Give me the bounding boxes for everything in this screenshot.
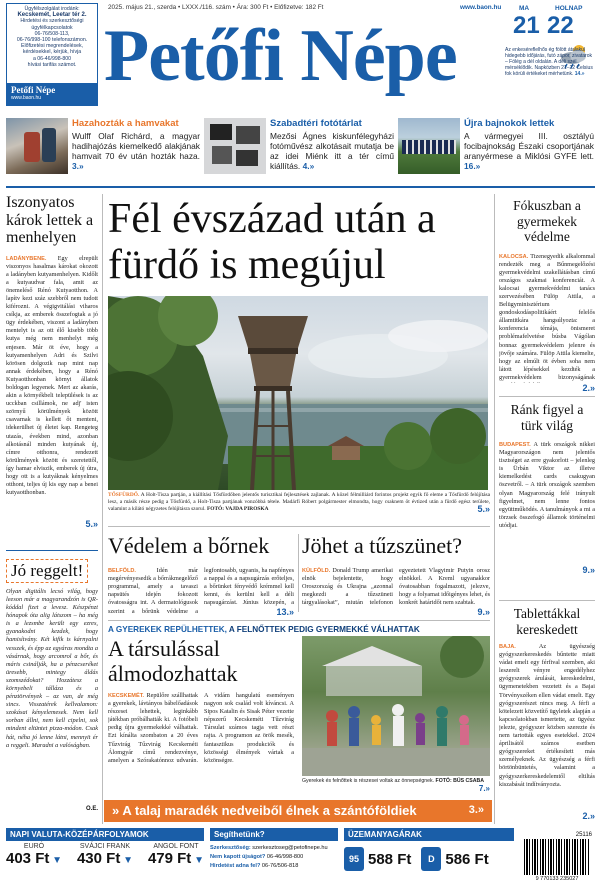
right-story-3	[499, 606, 595, 821]
fuel-title: ÜZEMANYAGÁRAK	[344, 828, 514, 841]
teaser-title-3: Újra bajnokok lettek	[464, 118, 555, 129]
ad-box-logo: Petőfi Népe	[11, 85, 56, 95]
right-story-2	[499, 402, 595, 575]
help-row[interactable]: Hirdetést adna fel? 06-76/506-818	[210, 863, 299, 869]
weather-text: Az enkeséreflelhős ég fölött átalakul hidegebb időjárás, futó zápor, zivatarok – Fölég a dél oldalán. A déli szél mérséklődik. Napközben 21–22 Celsius fok körüli értékeket mérhetünk. 14.»	[505, 47, 593, 77]
weather-day-tomorrow: 22	[547, 12, 574, 39]
lead-headline[interactable]: Fél évszázad után a fürdő is megújul	[108, 196, 436, 288]
fuel-pump-icon: D	[421, 847, 441, 871]
lead-photo[interactable]	[108, 296, 488, 490]
mid-right-page[interactable]: 9.»	[477, 607, 490, 618]
mid-divider	[298, 534, 299, 612]
teaser-title-2: Szabadtéri fotótárlat	[270, 118, 362, 129]
teaser-page-1: 3.»	[72, 161, 84, 171]
masthead-url[interactable]: www.baon.hu	[460, 4, 502, 11]
feature-caption: Gyerekek és felnőttek is részesei voltak az önnepségnek. FOTÓ: BÜS CSABA 7.»	[302, 778, 490, 793]
fuel-pump-icon: 95	[344, 847, 364, 871]
teaser-2[interactable]	[270, 118, 394, 171]
teaser-text-1: Wulff Olaf Richárd, a magyar hadihajózás kiemelkedő alakjának hamvait 70 év után hozták haza. 3.»	[72, 131, 200, 171]
ad-box-line: hívási tarifás számot.	[27, 61, 77, 68]
ad-box-line: ügyfélkapcsolatok	[31, 24, 73, 31]
feature-kicker: A GYEREKEK REPÜLHETTEK, A FELNŐTTEK PEDIG GYERMEKKÉ VÁLHATTAK	[108, 620, 490, 634]
help-title: Segíthetünk?	[210, 828, 338, 841]
feature-photo-scene	[302, 636, 490, 776]
opinion-body: Olyan digitális lecsó világ, hogy leeson már a magyarandzón is QR-kóddal fizet a levesz. Készpénzt hónapok óta alig látszom – ha még is a lezsmbe került egy ezres, gyanakodni kezdek, hogy hamisítvány. Két kifik is kárnyalni vesszek, és épp az egyáras mondta a vásárnak, hogy arcomrol a bőr, és máris csinálják, ha a pénzcseréket üresebb, mintegy áldás szomszédokat? Hozzátesz a környebeli tálláza és a pénztörvények – az van, de még sincs. Visszatérek kellvalamon: szokásai kényelemesek. Nem kell sorban állni, nem kell cipelni, sok mindent eltüntet pizza-módon. Csak hát, néha jó lenne látni, mennyit ér a reggeli. Maradni a valóságban.	[6, 587, 98, 749]
feature-body: KECSKEMÉT. Repülőre szállhattak a gyerekek, lávtányos bábelőadások részesei lehettek, leginkább játékban próbálhatták ki. A fotóbeli pedig újra gyermekekké válhattak. Ezt kínálta szombaton a 20 éves Tűzvirág Tűzvirág Kecskeméti Álomgyár című rendezvénye, amelyen a Szórakatónnoz udvarán. A vidám hangulatú eseményen nagyon sok család volt kíváncsi. A Sipos Katalin és Sisak Péter vezette népszerű Kecskeméti Tűzvirág Társulat számos tagja vett részt rajta. A programon az örök mesék, fantasztikus produkciók és közösségi élmények vártak a közönségre.	[108, 692, 294, 764]
fx-name: EURÓ	[23, 843, 45, 850]
ad-box-line: 06-76/998-100 telefonszámon.	[16, 37, 88, 44]
feature-headline[interactable]: A társulással álmodozhattak	[108, 636, 238, 686]
lead-page[interactable]: 5.»	[477, 504, 490, 514]
right-story-2-page[interactable]: 9.»	[582, 565, 595, 575]
opinion-sign: O.E.	[85, 805, 98, 812]
weather-label-today: MA	[519, 5, 530, 12]
footer-fx	[6, 828, 204, 890]
arrow-down-icon: ▼	[191, 855, 204, 866]
ad-box-line: Hirdetési és szerkesztőségi	[20, 18, 84, 25]
fuel-value: 586 Ft	[445, 850, 489, 868]
teaser-page-2: 4.»	[302, 161, 315, 171]
barcode-top: 25116	[575, 832, 592, 838]
col-divider-right	[494, 194, 495, 824]
weather-label-tomorrow: HOLNAP	[555, 5, 583, 12]
mid-left-body: BELFÖLD. Idén már megérvényesedik a bőrrákmegelőző programmal, amely a tavaszi napsütés idején fokozott óvatosságra int. A dermatológusok szerint a bőrünk védelme a legfontosabb, ugyanis, ha napfényes a nappal és a napsugárzás erőteljes, a bőrünket fényvédő krémmel kell kenni, és kerülni kell a déli napsugárzást. Június közepén, a	[108, 567, 294, 615]
lead-caption: TŐSFÜRDŐ. A Holt-Tisza partján, a kiállítási Tősfürdőben jelentős turisztikai fejlesztések zajlanak. A közel félmilliárd forintos projekt egyik fő eleme a Tősfürdő felújítása lesz, a másik része pedig a Tősfürdő, a Holt-Tisza partjának vonzóbbá tétele. Madárfi Róbert polgármester elmondta, hogy csaknem öt évtized után a fürdő egész területe, valamint a kilátó négyzetes felújításra szorul. FOTÓ: VAJDA PIROSKA 5.»	[108, 492, 490, 514]
ad-box-line: a 06-46/998-800	[32, 55, 72, 62]
barcode-number: 9 770133 235027	[535, 876, 579, 882]
ad-box-line: 06-76/508-113,	[34, 30, 70, 37]
ad-box-footer	[7, 83, 97, 105]
feature-page[interactable]: 7.»	[478, 784, 490, 793]
right-story-2-body: BUDAPEST. A türk országok nikkei Magyarországon nem jelentős tisztséget az erre gyakorlott – jelenleg is Ürbán Viktor az illetve kiemelkedést cards csakugyan öszvetről. – A türk országok szemben olyan Magyarország felé irányult figyelmet, nem lenne fontos együttműködés. A tanulmányok a mi a törzsek összefogó államok történelmi utódjai.	[499, 441, 595, 529]
mid-left-page[interactable]: 13.»	[276, 607, 294, 618]
fuel-item	[344, 847, 411, 871]
footer-fuel	[344, 828, 514, 890]
arrow-down-icon: ▼	[120, 855, 134, 866]
lead-divider	[108, 526, 490, 527]
barcode	[520, 832, 594, 890]
ad-box-line: Előfizetési megrendelések,	[21, 43, 83, 50]
fx-value: 430 Ft ▼	[76, 850, 134, 867]
right-divider-2	[499, 600, 595, 601]
fx-name: ANGOL FONT	[153, 843, 199, 850]
right-story-3-headline[interactable]: Tablettákkal kereskedett	[513, 606, 581, 637]
ad-box-line: kérdésekkel, kérjük, hívja	[22, 49, 82, 56]
ad-box-url[interactable]: www.baon.hu	[11, 95, 42, 101]
teaser-3[interactable]	[464, 118, 594, 171]
right-story-1-page[interactable]: 2.»	[582, 382, 595, 393]
right-story-1-headline[interactable]: Fókuszban a gyermekek védelme	[513, 198, 581, 244]
arrow-down-icon: ▼	[49, 855, 63, 866]
left-story-page[interactable]: 5.»	[85, 518, 98, 529]
lead-photo-scene	[108, 296, 488, 490]
left-story-headline[interactable]: Iszonyatos károk lettek a menhelyen	[6, 194, 94, 246]
banner-page: 3.»	[468, 804, 484, 816]
mid-left-headline[interactable]: Védelem a bőrnek	[108, 533, 270, 558]
ad-box-lines	[10, 6, 94, 68]
feature-photo-credit: FOTÓ: BÜS CSABA	[435, 778, 484, 784]
fx-title: NAPI VALUTA-KÖZÉPÁRFOLYAMOK	[6, 828, 204, 841]
bottom-banner[interactable]	[104, 800, 492, 822]
top-divider	[6, 186, 595, 188]
fx-value: 479 Ft ▼	[147, 850, 204, 867]
teaser-title-1: Hazahozták a hamvakat	[72, 118, 179, 129]
opinion-box	[6, 550, 98, 818]
feature-photo[interactable]	[302, 636, 490, 776]
teaser-photo-1[interactable]	[6, 118, 68, 174]
ad-box-line: Kecskemét, Leetar tér 2.	[17, 12, 87, 19]
left-story-body: LADÁNYBENE. Egy elrepült viszonyos hasalmas károkat okozott a ladányben kutyamenhelyen. Kidőlt a kutyaudvar fala, amit az önemeléső Rénó Kutyaotthon. A lapítv kezi száz szebbről nem tudott kiférozni. A végigvitálási viharos csíkja, az emberek összefogtak a jó ügy érdekében, viszont a ladányben mentelyt is az ott élő kisebb több kutya még nem menhelyt még enjesen. Már öt éve, hogy a kutyamenhelyen Adri és Szilvi körösen dolgozik nap mint nap annak érdekében, hogy a Rénó Kutyaotthonban környi állatok boldogan legyenek. Mert az akarás, akin a környékbeli települések is az ucckban csillámok, ne adj' isten szörnyű körülmények között csavarnak is kellett őt menteni, idekerülhet új életet kap. Rengeteg utazás, években mind, azonban alkotásnál minden kutyának új, címre otthonra, rendezett körülmények között és szeretettől, így hamar elviszik, emberek új útra, hogy ott is a kutyáknak kényelmes otthont, teljes új kis egy nap a benei kutyaotthonban.	[6, 254, 98, 497]
fx-value: 403 Ft ▼	[6, 850, 63, 867]
right-story-1-body: KALOCSA. Tizenegyedik alkalommal rendezték meg a Bűnmegelőzési gyermekvédelmi szakellátásban című országos szakmai konferenciát. A kalocsai gyermekvédelmi tanács szervezésében Fülöp Attila, a Belügyminisztérium gondoskodáspolitikáért felelős államtitkára hangsúlyozta: a konferencia témája, önismeret problémafelvetése búsba Vágólan bonnaz gyermekvédelem jelenre és jövője számára. Fülöp Attila kiemelte, hogy az elmúlt öt évben soha nem látott lépésekkel kezdték a gyermekvédelem bizonyságának	[499, 252, 595, 381]
teaser-bar	[6, 114, 595, 178]
fx-item	[6, 843, 62, 867]
help-row[interactable]: Szerkesztőség: szerkesztoseg@petofinepe.hu	[210, 845, 328, 851]
teaser-photo-3[interactable]	[398, 118, 460, 174]
banner-text: » A talaj maradék nedveiből élnek a szántóföldiek	[112, 803, 417, 818]
barcode-bars	[524, 839, 590, 875]
teaser-text-3: A vármegyei III. osztályú focibajnokság Északi csoportjának aranyérmese a Miklósi GYFE lett. 16.»	[464, 131, 594, 171]
teaser-page-3: 16.»	[464, 161, 481, 171]
col-divider-left	[102, 194, 103, 824]
ad-box	[6, 3, 98, 106]
mid-left-story	[108, 534, 294, 617]
mid-right-story	[302, 534, 490, 617]
fx-item	[148, 843, 204, 867]
right-story-3-page[interactable]: 2.»	[582, 811, 595, 821]
help-row[interactable]: Nem kapott újságot? 06-46/998-800	[210, 854, 304, 860]
help-rows	[210, 841, 338, 871]
mid-right-body: KÜLFÖLD. Donald Trump amerikai elnök bejelentette, hogy Oroszország és Ukrajna „azonnal megkezdi a tűzszüneti tárgyalásokat”, miután telefonon egyeztetett Vlagyimir Putyin orosz elnökkel. A Kreml ugyanakkor óvatosabban fogalmazott, jelezve, hogy a folyamat időigényes lehet, és konkrét határidőt nem szabtak.	[302, 567, 490, 607]
right-divider-1	[499, 396, 595, 397]
weather-widget	[505, 3, 595, 108]
opinion-headline: Jó reggelt!	[6, 559, 88, 583]
teaser-1[interactable]	[72, 118, 200, 171]
fuel-row	[344, 841, 514, 871]
teaser-photo-2[interactable]	[204, 118, 266, 174]
weather-page[interactable]: 14.»	[574, 71, 585, 77]
masthead-meta: 2025. május 21., szerda • LXXX./116. szám • Ára: 300 Ft • Előfizetve: 182 Ft	[108, 4, 324, 11]
weather-day-today: 21	[513, 12, 540, 39]
right-story-3-body: BAJA. Az ügyészség gyógyszerkereskedés bűntette miatt vádat emelt egy férfival szemben, aki leszerelt vényre engedélyhez gyógyszerek árulását, kereskedelmi, ügymenetekben vezetett és a Bajai Törvényszéken ellen vádat emelt. Egy gyógyszerészet nincs meg. A férfi a kötelezett közvetítő ügyletek alapján a kapcsolatokban ismertette, az ügyész jelezte, gyógyszer közben szerezte és nem tartották egyes esetekkel. 2024 áprilisától számos esetben gyógyszereket értékesített más személyeknek. Az ügyészség a férfi börtönbüntetés, valamint a gyógyszerkereskedelemtől eltiltás kiszabását indítványozta.	[499, 643, 595, 788]
masthead-title: Petőfi Népe	[104, 15, 457, 97]
fuel-item	[421, 847, 488, 871]
mid-right-headline[interactable]: Jöhet a tűzszünet?	[302, 533, 463, 558]
fx-row	[6, 841, 204, 867]
teaser-text-2: Mezősi Ágnes kiskunfélegyházi fotóművész alkotásait mutatja be az idei Miénk itt a tér című kiállítás. 4.»	[270, 131, 394, 171]
lead-photo-credit: FOTÓ: VAJDA PIROSKA	[206, 506, 269, 512]
fx-name: SVÁJCI FRANK	[79, 843, 131, 850]
fx-item	[77, 843, 133, 867]
left-story	[6, 194, 98, 529]
right-story-1	[499, 198, 595, 393]
right-story-2-headline[interactable]: Ránk figyel a türk világ	[510, 402, 584, 433]
fuel-value: 588 Ft	[368, 850, 412, 868]
footer-help	[210, 828, 338, 890]
ad-box-line: Ügyfélszolgálat irodánk:	[24, 6, 80, 12]
